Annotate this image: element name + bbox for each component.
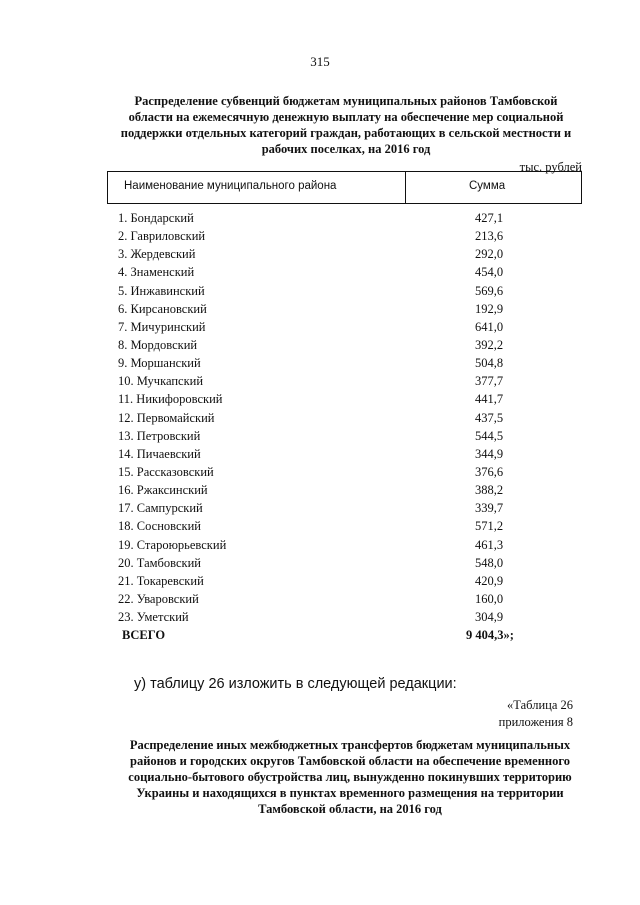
table-body	[118, 209, 548, 626]
table-reference-line-2: приложения 8	[498, 715, 573, 729]
district-name: 20. Тамбовский	[118, 555, 201, 570]
district-amount: 569,6	[475, 283, 504, 298]
district-amount: 192,9	[475, 301, 504, 316]
district-name: 13. Петровский	[118, 428, 201, 443]
table-row	[118, 590, 548, 608]
district-amount: 344,9	[475, 446, 504, 461]
district-amount: 213,6	[475, 229, 504, 244]
table-header-left-border	[107, 171, 108, 204]
district-amount: 441,7	[475, 392, 504, 407]
district-amount: 376,6	[475, 464, 504, 479]
district-amount: 504,8	[475, 356, 504, 371]
district-name: 14. Пичаевский	[118, 446, 201, 461]
district-amount: 392,2	[475, 337, 504, 352]
district-name: 17. Сампурский	[118, 501, 203, 516]
column-header-amount: Сумма	[469, 180, 506, 192]
table-row	[118, 245, 548, 263]
district-name: 19. Староюрьевский	[118, 537, 227, 552]
page-number: 315	[310, 54, 330, 69]
district-amount: 461,3	[475, 537, 504, 552]
district-name: 10. Мучкапский	[118, 374, 204, 389]
table-header-divider	[405, 171, 406, 204]
total-row	[122, 628, 562, 643]
units-label: тыс. рублей	[519, 160, 582, 174]
table-row	[118, 445, 548, 463]
district-name: 3. Жердевский	[118, 247, 196, 262]
district-name: 23. Уметский	[118, 610, 189, 625]
district-amount: 544,5	[475, 428, 504, 443]
table-row	[118, 554, 548, 572]
table-header	[107, 171, 582, 204]
table-row	[118, 227, 548, 245]
district-name: 22. Уваровский	[118, 591, 199, 606]
district-amount: 454,0	[475, 265, 504, 280]
district-amount: 420,9	[475, 573, 504, 588]
district-name: 15. Рассказовский	[118, 464, 214, 479]
district-amount: 641,0	[475, 319, 504, 334]
table-reference	[499, 697, 573, 731]
district-name: 1. Бондарский	[118, 211, 194, 225]
district-name: 8. Мордовский	[118, 337, 198, 352]
table-row	[118, 282, 548, 300]
district-amount: 548,0	[475, 555, 504, 570]
table-row	[118, 536, 548, 554]
total-amount: 9 404,3»;	[466, 628, 514, 642]
district-amount: 571,2	[475, 519, 504, 534]
district-name: 5. Инжавинский	[118, 283, 205, 298]
district-amount: 437,5	[475, 410, 504, 425]
table-row	[118, 608, 548, 626]
district-amount: 388,2	[475, 483, 504, 498]
district-amount: 427,1	[475, 211, 504, 225]
table-header-right-border	[581, 171, 582, 204]
table-row	[118, 463, 548, 481]
district-amount: 339,7	[475, 501, 504, 516]
table-reference-line-1: «Таблица 26	[507, 698, 573, 712]
total-label: ВСЕГО	[122, 628, 166, 642]
table-row	[118, 372, 548, 390]
table-row	[118, 209, 548, 227]
table-row	[118, 409, 548, 427]
district-name: 7. Мичуринский	[118, 319, 206, 334]
table-row	[118, 390, 548, 408]
district-name: 2. Гавриловский	[118, 229, 206, 244]
district-amount: 292,0	[475, 247, 504, 262]
district-amount: 160,0	[475, 591, 504, 606]
instruction-text: у) таблицу 26 изложить в следующей редакции:	[134, 676, 457, 692]
table-row	[118, 481, 548, 499]
table-row	[118, 499, 548, 517]
table-row	[118, 354, 548, 372]
table-row	[118, 517, 548, 535]
table-row	[118, 572, 548, 590]
district-amount: 304,9	[475, 610, 504, 625]
table-header-bottom-border	[107, 203, 582, 204]
table-row	[118, 318, 548, 336]
district-name: 9. Моршанский	[118, 356, 201, 371]
table-row	[118, 336, 548, 354]
table-row	[118, 427, 548, 445]
table-row	[118, 300, 548, 318]
district-name: 21. Токаревский	[118, 573, 204, 588]
table-title: Распределение субвенций бюджетам муниципальных районов Тамбовской области на ежемесячную денежную выплату на обеспечение мер социальной поддержки отдельных категорий граждан, работающих в сельской местности и рабочих поселках, на 2016 год	[120, 94, 572, 156]
district-amount: 377,7	[475, 374, 504, 389]
table-row	[118, 263, 548, 281]
district-name: 11. Никифоровский	[118, 392, 223, 407]
table-header-top-border	[107, 171, 582, 172]
district-name: 16. Ржаксинский	[118, 483, 208, 498]
district-name: 4. Знаменский	[118, 265, 195, 280]
district-name: 12. Первомайский	[118, 410, 215, 425]
column-header-name: Наименование муниципального района	[124, 180, 337, 192]
second-table-title: Распределение иных межбюджетных трансфертов бюджетам муниципальных районов и городских округов Тамбовской области на обеспечение временного социально-бытового обустройства лиц, вынужденно покинувших территорию Украины и находящихся в пунктах временного размещения на территории Тамбовской области, на 2016 год	[128, 738, 572, 816]
district-name: 6. Кирсановский	[118, 301, 207, 316]
district-name: 18. Сосновский	[118, 519, 201, 534]
